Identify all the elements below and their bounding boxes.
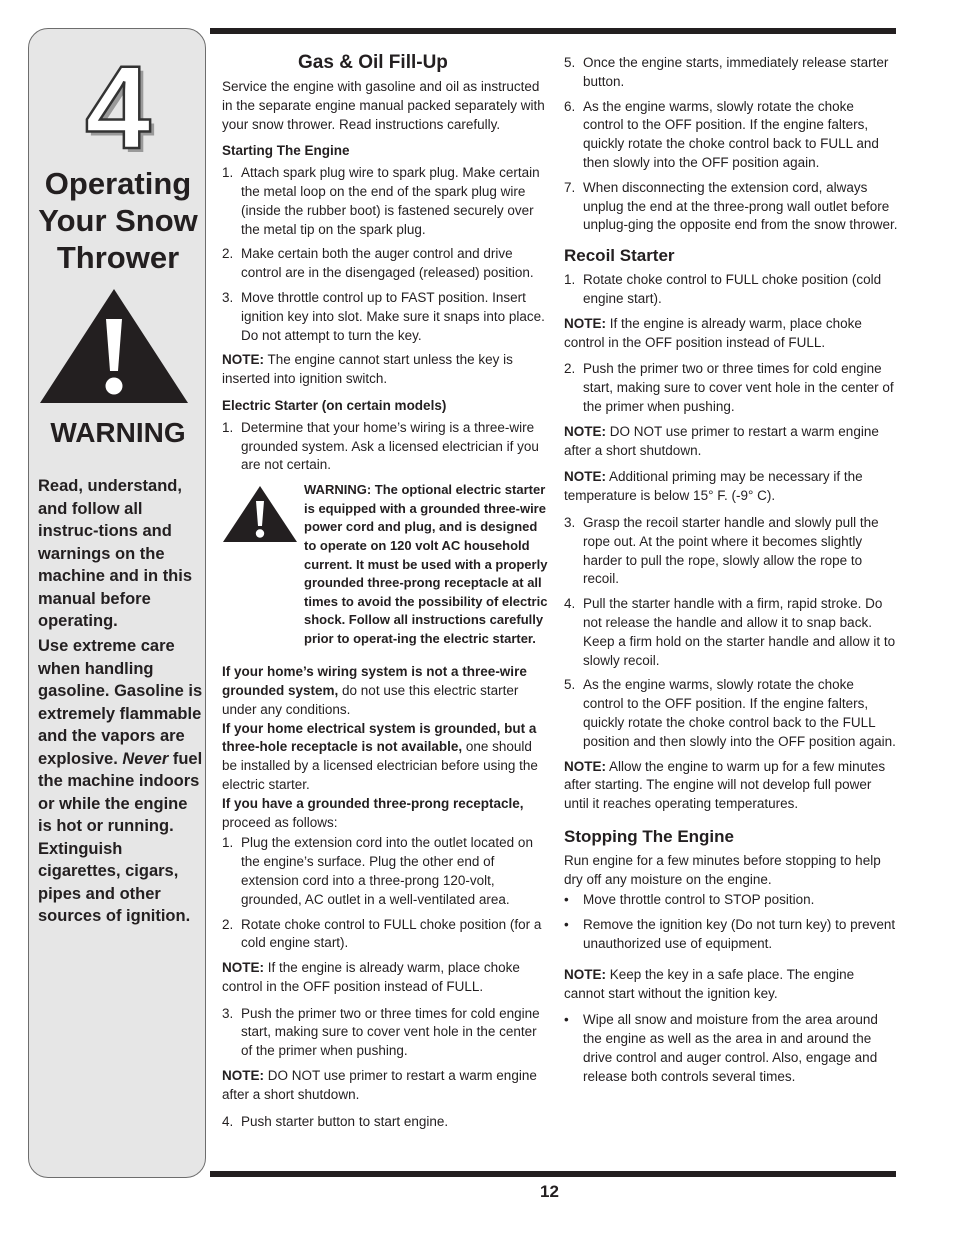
note: [564, 315, 898, 353]
starting-steps: [222, 164, 550, 345]
list-number: 6.: [564, 98, 576, 114]
recoil-steps-b: [564, 514, 898, 752]
list-text: Make certain both the auger control and drive control are in the disengaged (released) position.: [241, 246, 534, 281]
electric-starter-heading: Electric Starter (on certain models): [222, 397, 447, 413]
note-label: NOTE:: [564, 758, 606, 774]
chapter-title-line: Operating: [44, 166, 192, 201]
list-number: 7.: [564, 179, 576, 195]
note-label: NOTE:: [222, 960, 264, 976]
receptacle-paragraph: [222, 720, 550, 795]
list-number: 5.: [564, 55, 576, 70]
gasoline-warning-paragraph: [38, 635, 204, 928]
list-item: [564, 595, 898, 670]
gas-oil-intro: Service the engine with gasoline and oil as instructed in the separate engine manual packed separately with your snow thrower. Read instructions carefully.: [222, 79, 545, 132]
list-item: [564, 891, 898, 910]
list-text: As the engine warms, slowly rotate the choke control to the OFF position. If the engine falters, quickly rotate the choke control back to the FULL position and then slowly into the OFF position again.: [583, 677, 896, 749]
body-text: do not use this electric starter under any conditions.: [222, 682, 519, 717]
list-text: Move throttle control up to FAST position. Insert ignition key into slot. Make sure it snaps into place. Do not attempt to turn the key.: [241, 289, 545, 343]
electric-steps: [222, 419, 550, 475]
starting-engine-heading: Starting The Engine: [222, 143, 350, 159]
warning-triangle-icon: [222, 485, 298, 543]
note-label: NOTE:: [222, 1068, 264, 1084]
list-text: Push the primer two or three times for cold engine start, making sure to cover vent hole in the center of the primer when pushing.: [583, 361, 894, 414]
list-number: 2.: [564, 361, 576, 377]
note: [222, 1067, 550, 1105]
list-item: [222, 164, 550, 239]
list-item: [222, 916, 550, 954]
stopping-bullets: [564, 891, 898, 953]
electric-start-steps-cont: [222, 1005, 550, 1061]
list-text: Remove the ignition key (Do not turn key) to prevent unauthorized use of equipment.: [583, 917, 896, 952]
list-item: [222, 245, 550, 283]
warning-triangle-icon: [38, 287, 190, 405]
electric-start-steps-final: [222, 1113, 550, 1132]
list-number: 3.: [222, 1005, 234, 1021]
list-item: [564, 916, 898, 954]
list-number: 1.: [222, 165, 234, 181]
gasoline-warning-text: Use extreme care when handling gasoline. Gasoline is extremely flammable and the vapors are explosive.: [38, 637, 203, 768]
top-rule: [210, 28, 896, 34]
bullet: •: [564, 917, 569, 933]
note: [564, 423, 898, 461]
note-text: DO NOT use primer to restart a warm engine after a short shutdown.: [564, 423, 879, 458]
bullet: •: [564, 1012, 569, 1028]
list-item: [564, 676, 898, 751]
list-item: [564, 98, 898, 173]
electric-warning-block: [222, 481, 550, 657]
list-item: [222, 834, 550, 909]
warning-label: WARNING: [50, 417, 186, 448]
list-number: 1.: [222, 835, 234, 851]
final-bullets: [564, 1011, 898, 1086]
recoil-steps-cont: [564, 360, 898, 416]
list-text: When disconnecting the extension cord, always unplug the end at the three-prong wall outlet before unplug-ging the opposite end from the snow thrower.: [583, 179, 898, 233]
note-label: NOTE:: [564, 966, 606, 982]
list-item: [222, 1005, 550, 1061]
note: [564, 966, 898, 1004]
safety-paragraph: Read, understand, and follow all instruc-tions and warnings on the machine and in this manual before operating.: [38, 477, 193, 630]
gas-oil-heading: Gas & Oil Fill-Up: [298, 52, 448, 73]
bold-text: If your home electrical system is grounded, but a three-hole receptacle is not available,: [222, 720, 537, 755]
note-text: Additional priming may be necessary if the temperature is below 15° F. (-9° C).: [564, 469, 863, 504]
list-item: [564, 179, 898, 235]
list-item: [564, 271, 898, 309]
list-text: Attach spark plug wire to spark plug. Make certain the metal loop on the end of the spark plug wire (inside the rubber boot) is fastened securely over the metal tip on the spark plug.: [241, 165, 540, 237]
note: [564, 758, 898, 814]
list-item: [564, 514, 898, 589]
list-text: As the engine warms, slowly rotate the choke control to the OFF position. If the engine falters, quickly rotate the choke control back to FULL and then slowly into the OFF position again.: [583, 98, 879, 170]
list-item: [564, 360, 898, 416]
list-text: Pull the starter handle with a firm, rapid stroke. Do not release the handle and allow it to snap back. Keep a firm hold on the starter handle and allow it to slowly recoil.: [583, 596, 896, 668]
note-label: NOTE:: [222, 352, 264, 368]
list-text: Rotate choke control to FULL choke position (for a cold engine start).: [241, 916, 542, 951]
left-column: [222, 52, 550, 1137]
list-number: 1.: [222, 419, 234, 435]
list-number: 1.: [564, 272, 576, 288]
list-item: [564, 54, 898, 92]
recoil-steps: [564, 271, 898, 309]
chapter-sidebar: [28, 28, 206, 1178]
list-number: 5.: [564, 677, 576, 693]
chapter-title-line: Thrower: [56, 240, 180, 275]
bold-text: If you have a grounded three-prong receptacle,: [222, 795, 524, 811]
list-number: 2.: [222, 916, 234, 932]
note-label: NOTE:: [564, 315, 606, 331]
right-column: [564, 54, 898, 1093]
note-text: The engine cannot start unless the key is inserted into ignition switch.: [222, 352, 513, 387]
list-text: Plug the extension cord into the outlet located on the engine’s surface. Plug the other end of extension cord into a three-prong 120-volt, grounded, AC outlet in a well-ventilated area.: [241, 835, 533, 907]
list-text: Push starter button to start engine.: [241, 1113, 449, 1129]
note-text: Allow the engine to warm up for a few minutes after starting. The engine will not develop full power until it reaches operating temperatures.: [564, 758, 886, 812]
electric-start-steps-cont: [564, 54, 898, 235]
note: [222, 959, 550, 997]
list-text: Grasp the recoil starter handle and slowly pull the rope out. At the point where it becomes slightly harder to pull the rope, slowly allow the rope to recoil.: [583, 514, 879, 587]
list-number: 2.: [222, 246, 234, 262]
wiring-paragraph: [222, 663, 550, 719]
list-number: 3.: [564, 514, 576, 530]
list-item: [222, 1113, 550, 1132]
list-item: [564, 1011, 898, 1086]
list-number: 3.: [222, 289, 234, 305]
stopping-intro: Run engine for a few minutes before stopping to help dry off any moisture on the engine.: [564, 852, 881, 887]
page-number: 12: [540, 1182, 559, 1201]
chapter-title: [29, 165, 207, 276]
proceed-paragraph: [222, 795, 550, 833]
chapter-title-line: Your Snow: [38, 203, 198, 238]
note-text: If the engine is already warm, place choke control in the OFF position instead of FULL.: [222, 960, 520, 994]
list-text: Move throttle control to STOP position.: [583, 892, 815, 908]
note: [564, 468, 898, 506]
list-text: Wipe all snow and moisture from the area around the engine as well as the area in and around the drive control and auger control. Also, engage and release both controls several times.: [583, 1012, 878, 1084]
chapter-number: 4: [85, 42, 151, 174]
note-text: Keep the key in a safe place. The engine cannot start without the ignition key.: [564, 966, 855, 1001]
electric-start-steps: [222, 834, 550, 953]
list-text: Once the engine starts, immediately release starter button.: [583, 55, 889, 89]
list-number: 4.: [564, 596, 576, 612]
recoil-starter-heading: Recoil Starter: [564, 246, 675, 266]
electric-warning-text: WARNING: The optional electric starter is equipped with a grounded three-wire power cord and plug, and is designed to operate on 120 volt AC household current. It must be used with a properly grounded three-prong receptacle at all times to avoid the possibility of electric shock. Follow all instructions carefully prior to operat-ing the electric starter.: [304, 482, 548, 646]
note-text: If the engine is already warm, place choke control in the OFF position instead of FULL.: [564, 315, 862, 350]
never-emphasis: Never: [122, 749, 169, 768]
bullet: •: [564, 892, 569, 908]
list-text: Push the primer two or three times for cold engine start, making sure to cover vent hole in the center of the primer when pushing.: [241, 1005, 540, 1059]
bold-text: If your home’s wiring system is not a three-wire grounded system,: [222, 664, 527, 698]
note-label: NOTE:: [564, 469, 606, 485]
note-label: NOTE:: [564, 423, 606, 439]
body-text: proceed as follows:: [222, 814, 338, 830]
body-text: one should be installed by a licensed electrician before using the electric starter.: [222, 739, 538, 792]
list-item: [222, 419, 550, 475]
list-number: 4.: [222, 1113, 234, 1129]
bottom-rule: [210, 1171, 896, 1177]
gasoline-warning-text: fuel the machine indoors or while the engine is hot or running. Extinguish cigarettes, cigars, pipes and other sources of ignition.: [38, 749, 203, 925]
list-item: [222, 289, 550, 345]
list-text: Determine that your home’s wiring is a three-wire grounded system. Ask a licensed electrician if you are not certain.: [241, 419, 539, 473]
note-text: DO NOT use primer to restart a warm engine after a short shutdown.: [222, 1068, 537, 1102]
list-text: Rotate choke control to FULL choke position (cold engine start).: [583, 272, 882, 306]
stopping-engine-heading: Stopping The Engine: [564, 826, 734, 846]
note: [222, 351, 550, 389]
